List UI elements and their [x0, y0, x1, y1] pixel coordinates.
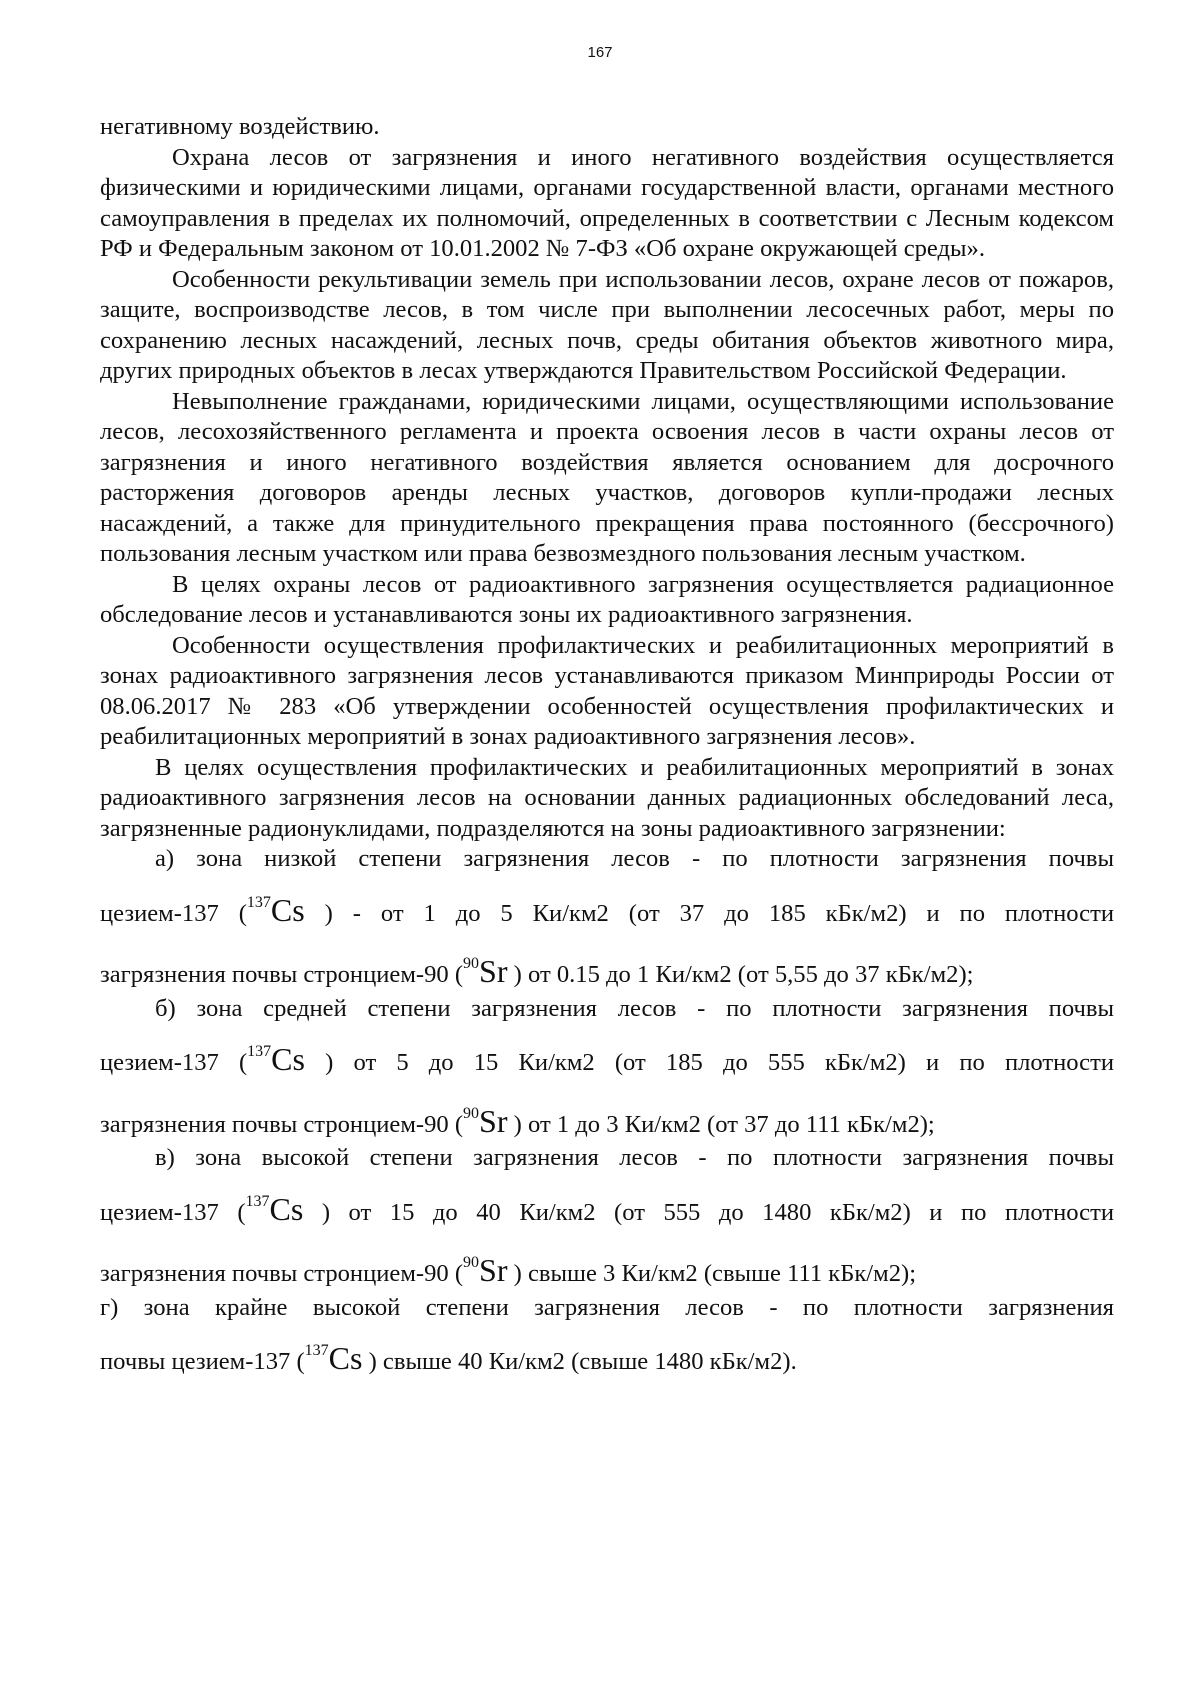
element-symbol: Sr	[479, 1102, 508, 1139]
zone-text: загрязнения почвы стронцием-90 (	[100, 1260, 464, 1287]
cs-nuclide	[247, 1041, 305, 1082]
zone-text: ) свыше 40 Ки/км2 (свыше 1480 кБк/м2).	[368, 1348, 797, 1375]
element-symbol: Cs	[270, 891, 305, 928]
zone-line-sr	[100, 953, 1114, 994]
mass-number: 90	[463, 1254, 480, 1271]
zone-text: ) от 1 до 3 Ки/км2 (от 37 до 111 кБк/м2);	[513, 1110, 935, 1138]
paragraph: Особенности рекультивации земель при использовании лесов, охране лесов от пожаров, защите, воспроизводстве лесов, в том числе при выполнении лесосечных работ, меры по сохранению лесных насаждений, лесных почв, среды обитания объектов животного мира, других природных объектов в лесах утверждаются Правительством Российской Федерации.	[100, 265, 1114, 384]
zone-text: ) свыше 3 Ки/км2 (свыше 111 кБк/м2);	[513, 1260, 917, 1287]
sr-nuclide	[463, 1252, 508, 1293]
body-text	[100, 112, 1114, 1381]
mass-number: 137	[304, 1342, 329, 1359]
element-symbol: Cs	[269, 1190, 304, 1227]
zone-line: в) зона высокой степени загрязнения лесов - по плотности загрязнения почвы	[155, 1144, 1114, 1171]
zone-text: почвы цезием-137 (	[100, 1348, 305, 1375]
mass-number: 137	[247, 1043, 272, 1060]
zone-item-b	[100, 994, 1114, 1144]
cs-nuclide	[245, 1190, 304, 1232]
zone-text: загрязнения почвы стронцием-90 (	[100, 961, 464, 988]
zone-item-g	[100, 1293, 1114, 1381]
zone-text: ) от 15 до 40 Ки/км2 (от 555 до 1480 кБк/м2) и по плотности	[321, 1198, 1114, 1226]
zone-line-cs	[100, 1340, 1114, 1381]
zone-text: ) от 5 до 15 Ки/км2 (от 185 до 555 кБк/м2) и по плотности	[325, 1049, 1115, 1076]
zone-text: цезием-137 (	[100, 899, 247, 927]
zone-text: ) от 0.15 до 1 Ки/км2 (от 5,55 до 37 кБк/м2);	[513, 961, 974, 988]
cs-nuclide	[246, 891, 305, 933]
paragraph-continuation: негативному воздействию.	[100, 113, 380, 140]
paragraph: В целях осуществления профилактических и реабилитационных мероприятий в зонах радиоактивного загрязнения лесов на основании данных радиационных обследований леса, загрязненные радионуклидами, подразделяются на зоны радиоактивного загрязнении:	[100, 753, 1114, 842]
zone-line-cs	[100, 1041, 1115, 1082]
zone-line: б) зона средней степени загрязнения лесов - по плотности загрязнения почвы	[155, 994, 1114, 1022]
zone-text: ) - от 1 до 5 Ки/км2 (от 37 до 185 кБк/м2) и по плотности	[324, 899, 1114, 927]
element-symbol: Sr	[479, 1252, 508, 1288]
zone-line-cs	[100, 1190, 1114, 1232]
element-symbol: Cs	[271, 1041, 305, 1077]
paragraph: Охрана лесов от загрязнения и иного негативного воздействия осуществляется физическими и юридическими лицами, органами государственной власти, органами местного самоуправления в пределах их полномочий, определенных в соответствии с Лесным кодексом РФ и Федеральным законом от 10.01.2002 № 7-ФЗ «Об охране окружающей среды».	[100, 143, 1114, 262]
zone-line-sr	[100, 1102, 1114, 1144]
sr-nuclide	[463, 1102, 508, 1144]
mass-number: 90	[463, 1104, 480, 1122]
page-number: 167	[587, 44, 613, 61]
zone-line-cs	[100, 891, 1114, 933]
zone-line: а) зона низкой степени загрязнения лесов - по плотности загрязнения почвы	[155, 845, 1114, 872]
mass-number: 137	[245, 1192, 270, 1210]
zone-text: цезием-137 (	[100, 1198, 246, 1226]
zone-text: цезием-137 (	[100, 1049, 248, 1076]
mass-number: 137	[246, 893, 271, 911]
paragraph: Особенности осуществления профилактических и реабилитационных мероприятий в зонах радиоактивного загрязнения лесов устанавливаются приказом Минприроды России от 08.06.2017 № 283 «Об утверждении особенностей осуществления профилактических и реабилитационных мероприятий в зонах радиоактивного загрязнения лесов».	[100, 631, 1114, 750]
mass-number: 90	[463, 955, 480, 972]
sr-nuclide	[463, 953, 508, 994]
zone-item-a	[100, 844, 1114, 994]
zone-text: загрязнения почвы стронцием-90 (	[100, 1110, 464, 1138]
zone-item-v	[100, 1143, 1114, 1293]
paragraph: В целях охраны лесов от радиоактивного загрязнения осуществляется радиационное обследование лесов и устанавливаются зоны их радиоактивного загрязнения.	[100, 570, 1114, 628]
zone-line-sr	[100, 1252, 1114, 1293]
element-symbol: Sr	[479, 953, 508, 989]
cs-nuclide	[304, 1340, 363, 1381]
zone-line: г) зона крайне высокой степени загрязнения лесов - по плотности загрязнения	[100, 1293, 1114, 1321]
element-symbol: Cs	[328, 1340, 363, 1376]
paragraph: Невыполнение гражданами, юридическими лицами, осуществляющими использование лесов, лесохозяйственного регламента и проекта освоения лесов в части охраны лесов от загрязнения и иного негативного воздействия является основанием для досрочного расторжения договоров аренды лесных участков, договоров купли-продажи лесных насаждений, а также для принудительного прекращения права постоянного (бессрочного) пользования лесным участком или права безвозмездного пользования лесным участком.	[100, 387, 1114, 567]
